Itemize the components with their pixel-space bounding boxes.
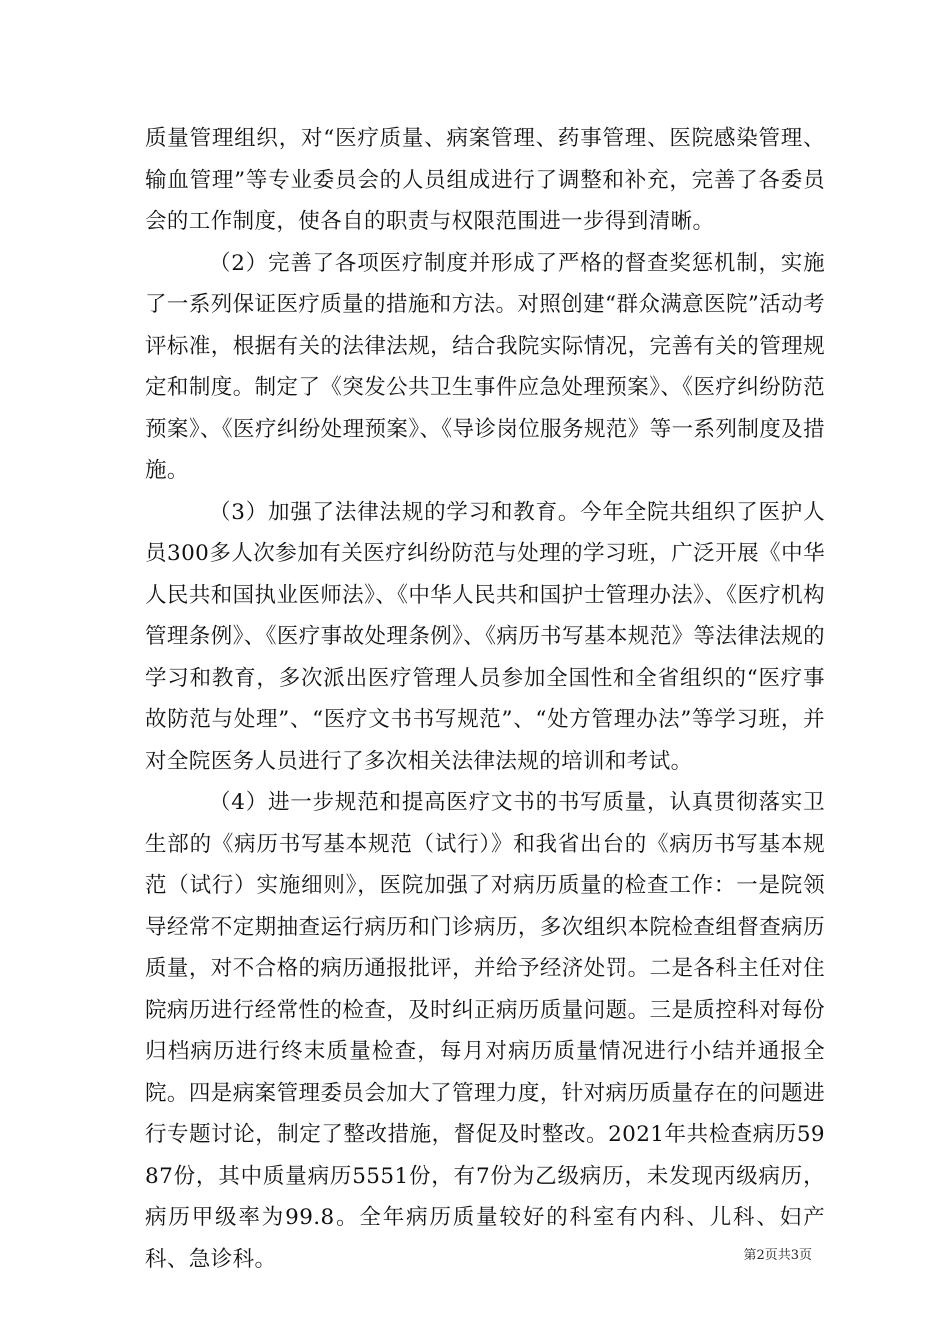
paragraph-medical-records: （4）进一步规范和提高医疗文书的书写质量，认真贯彻落实卫生部的《病历书写基本规范（试行）》和我省出台的《病历书写基本规范（试行）实施细则》，医院加强了对病历质量的检查工作：一是院领导经常不定期抽查运行病历和门诊病历，多次组织本院检查组督查病历质量，对不合格的病历通报批评，并给予经济处罚。二是各科主任对住院病历进行经常性的检查，及时纠正病历质量问题。三是质控科对每份归档病历进行终末质量检查，每月对病历质量情况进行小结并通报全院。四是病案管理委员会加大了管理力度，针对病历质量存在的问题进行专题讨论，制定了整改措施，督促及时整改。2021年共检查病历5987份，其中质量病历5551份，有7份为乙级病历，未发现丙级病历，病历甲级率为99.8。全年病历质量较好的科室有内科、儿科、妇产科、急诊科。 [145,790,825,1272]
document-body [145,118,825,1280]
page-number-footer: 第2页共3页 [743,1248,812,1263]
paragraph-committee-adjustment: 质量管理组织，对“医疗质量、病案管理、药事管理、医院感染管理、输血管理”等专业委员会的人员组成进行了调整和补充，完善了各委员会的工作制度，使各自的职责与权限范围进一步得到清晰。 [145,126,825,234]
paragraph-law-education: （3）加强了法律法规的学习和教育。今年全院共组织了医护人员300多人次参加有关医疗纠纷防范与处理的学习班，广泛开展《中华人民共和国执业医师法》、《中华人民共和国护士管理办法》、《医疗机构管理条例》、《医疗事故处理条例》、《病历书写基本规范》等法律法规的学习和教育，多次派出医疗管理人员参加全国性和全省组织的“医疗事故防范与处理”、“医疗文书书写规范”、“处方管理办法”等学习班，并对全院医务人员进行了多次相关法律法规的培训和考试。 [145,499,825,774]
paragraph-medical-system: （2）完善了各项医疗制度并形成了严格的督查奖惩机制，实施了一系列保证医疗质量的措施和方法。对照创建“群众满意医院”活动考评标准，根据有关的法律法规，结合我院实际情况，完善有关的管理规定和制度。制定了《突发公共卫生事件应急处理预案》、《医疗纠纷防范预案》、《医疗纠纷处理预案》、《导诊岗位服务规范》等一系列制度及措施。 [145,250,825,483]
